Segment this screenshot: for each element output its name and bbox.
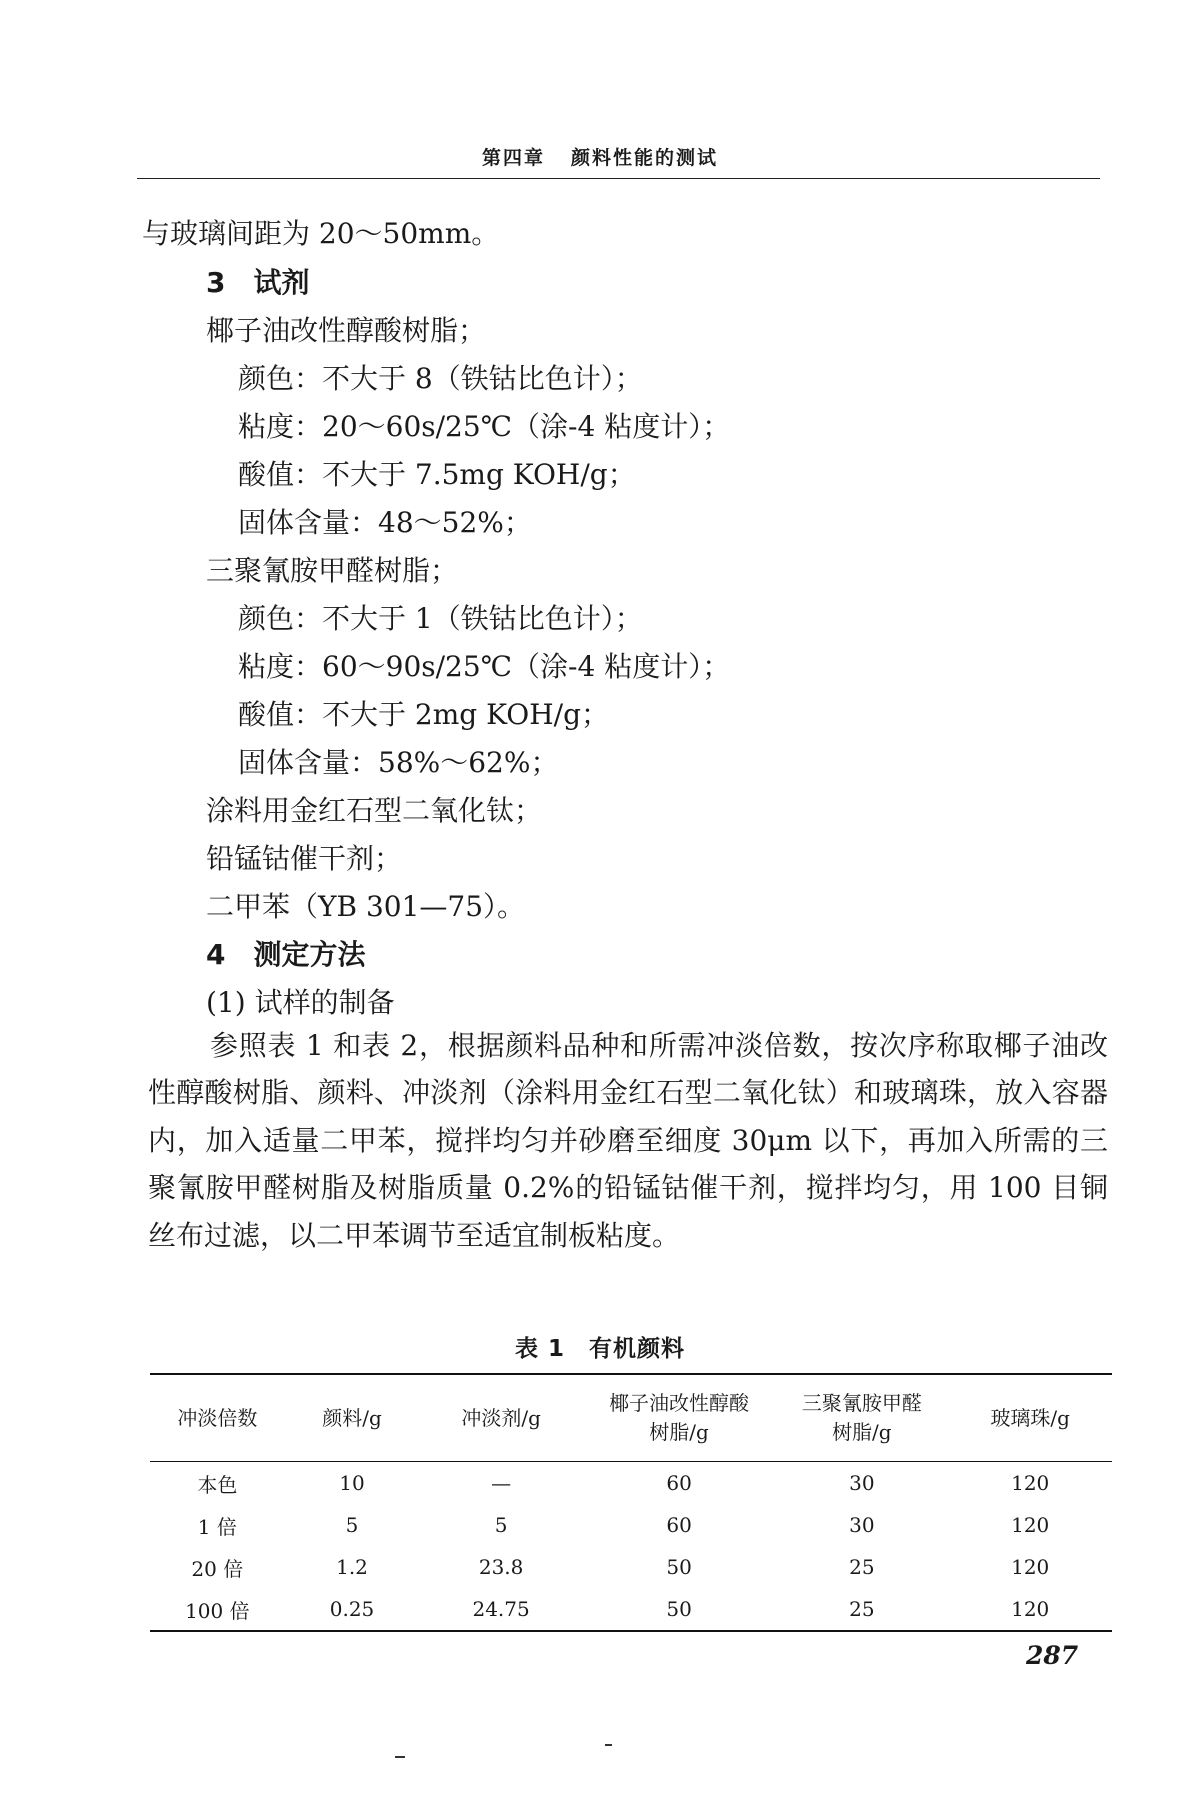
- reagent-melamine-resin: 三聚氰胺甲醛树脂；: [206, 554, 459, 587]
- cell-diluent: 23.8: [478, 1555, 524, 1579]
- chapter-title: 颜料性能的测试: [571, 147, 719, 169]
- continued-line: 与玻璃间距为 20～50mm。: [142, 217, 500, 250]
- cell-melamine: 25: [775, 1588, 948, 1631]
- reagent-xylene: 二甲苯（YB 301—75）。: [206, 890, 526, 923]
- organic-pigment-table: [150, 1373, 1112, 1632]
- header-glass-beads: 玻璃珠/g: [948, 1374, 1112, 1462]
- cell-beads: 120: [948, 1588, 1112, 1631]
- cell-alkyd: 50: [583, 1588, 775, 1631]
- cell-beads: 120: [1011, 1513, 1050, 1537]
- running-header: [0, 143, 1200, 170]
- header-dilution: 冲淡倍数: [150, 1374, 285, 1462]
- cell-pigment: 10: [339, 1471, 365, 1495]
- scan-speck: [605, 1744, 612, 1746]
- header-melamine-resin: [775, 1374, 948, 1462]
- cell-dilution: 1 倍: [197, 1514, 237, 1539]
- header-melamine-line1: 三聚氰胺甲醛: [801, 1391, 922, 1415]
- cell-diluent: 24.75: [419, 1588, 583, 1631]
- alkyd-color-spec: 颜色：不大于 8（铁钴比色计）；: [238, 362, 643, 395]
- reagent-titanium-dioxide: 涂料用金红石型二氧化钛；: [206, 794, 543, 827]
- cell-pigment: 5: [345, 1513, 359, 1537]
- cell-pigment: 1.2: [336, 1555, 368, 1579]
- cell-alkyd: 60: [666, 1471, 692, 1495]
- preparation-paragraph: 参照表 1 和表 2，根据颜料品种和所需冲淡倍数，按次序称取椰子油改性醇酸树脂、颜料、冲淡剂（涂料用金红石型二氧化钛）和玻璃珠，放入容器内，加入适量二甲苯，搅拌均匀并砂磨至细度 30μm 以下，再加入所需的三聚氰胺甲醛树脂及树脂质量 0.2%的铅锰钴催干剂，搅拌均匀，用 100 目铜丝布过滤，以二甲苯调节至适宜制板粘度。: [148, 1029, 1108, 1252]
- header-alkyd-resin: [583, 1374, 775, 1462]
- cell-beads: 120: [1011, 1555, 1050, 1579]
- cell-dilution: 20 倍: [191, 1556, 244, 1581]
- cell-pigment: 0.25: [285, 1588, 420, 1631]
- alkyd-solids-spec: 固体含量：48～52%；: [238, 506, 532, 539]
- melamine-solids-spec: 固体含量：58%～62%；: [238, 746, 559, 779]
- cell-dilution: 本色: [197, 1472, 238, 1497]
- cell-melamine: 25: [849, 1555, 875, 1579]
- alkyd-acid-value-spec: 酸值：不大于 7.5mg KOH/g；: [238, 458, 636, 491]
- table-row: [150, 1546, 1112, 1588]
- cell-dilution: 100 倍: [150, 1588, 285, 1631]
- reagent-alkyd-resin: 椰子油改性醇酸树脂；: [206, 314, 487, 347]
- header-rule: [137, 178, 1100, 179]
- table-header-row: [150, 1374, 1112, 1462]
- header-alkyd-line2: 树脂/g: [649, 1420, 709, 1444]
- page-number: 287: [1026, 1641, 1079, 1670]
- table-row: [150, 1504, 1112, 1546]
- cell-melamine: 30: [849, 1471, 875, 1495]
- header-diluent: 冲淡剂/g: [419, 1374, 583, 1462]
- melamine-acid-value-spec: 酸值：不大于 2mg KOH/g；: [238, 698, 609, 731]
- cell-diluent: —: [491, 1471, 512, 1495]
- cell-alkyd: 60: [666, 1513, 692, 1537]
- cell-beads: 120: [1011, 1471, 1050, 1495]
- chapter-number: 第四章: [481, 147, 545, 169]
- section-heading-method: 4 测定方法: [206, 938, 366, 971]
- header-melamine-line2: 树脂/g: [832, 1420, 892, 1444]
- table-row: [150, 1588, 1112, 1631]
- melamine-color-spec: 颜色：不大于 1（铁钴比色计）；: [238, 602, 643, 635]
- melamine-viscosity-spec: 粘度：60～90s/25℃（涂-4 粘度计）；: [238, 650, 731, 683]
- header-pigment: 颜料/g: [285, 1374, 420, 1462]
- scan-speck: [395, 1756, 405, 1758]
- table-row: [150, 1462, 1112, 1505]
- subsection-sample-preparation: (1) 试样的制备: [206, 986, 395, 1019]
- table-caption: 表 1 有机颜料: [514, 1336, 685, 1362]
- cell-melamine: 30: [849, 1513, 875, 1537]
- section-heading-reagents: 3 试剂: [206, 266, 310, 299]
- reagent-drier: 铅锰钴催干剂；: [206, 842, 403, 875]
- header-alkyd-line1: 椰子油改性醇酸: [609, 1391, 750, 1415]
- cell-diluent: 5: [494, 1513, 508, 1537]
- cell-alkyd: 50: [666, 1555, 692, 1579]
- alkyd-viscosity-spec: 粘度：20～60s/25℃（涂-4 粘度计）；: [238, 410, 731, 443]
